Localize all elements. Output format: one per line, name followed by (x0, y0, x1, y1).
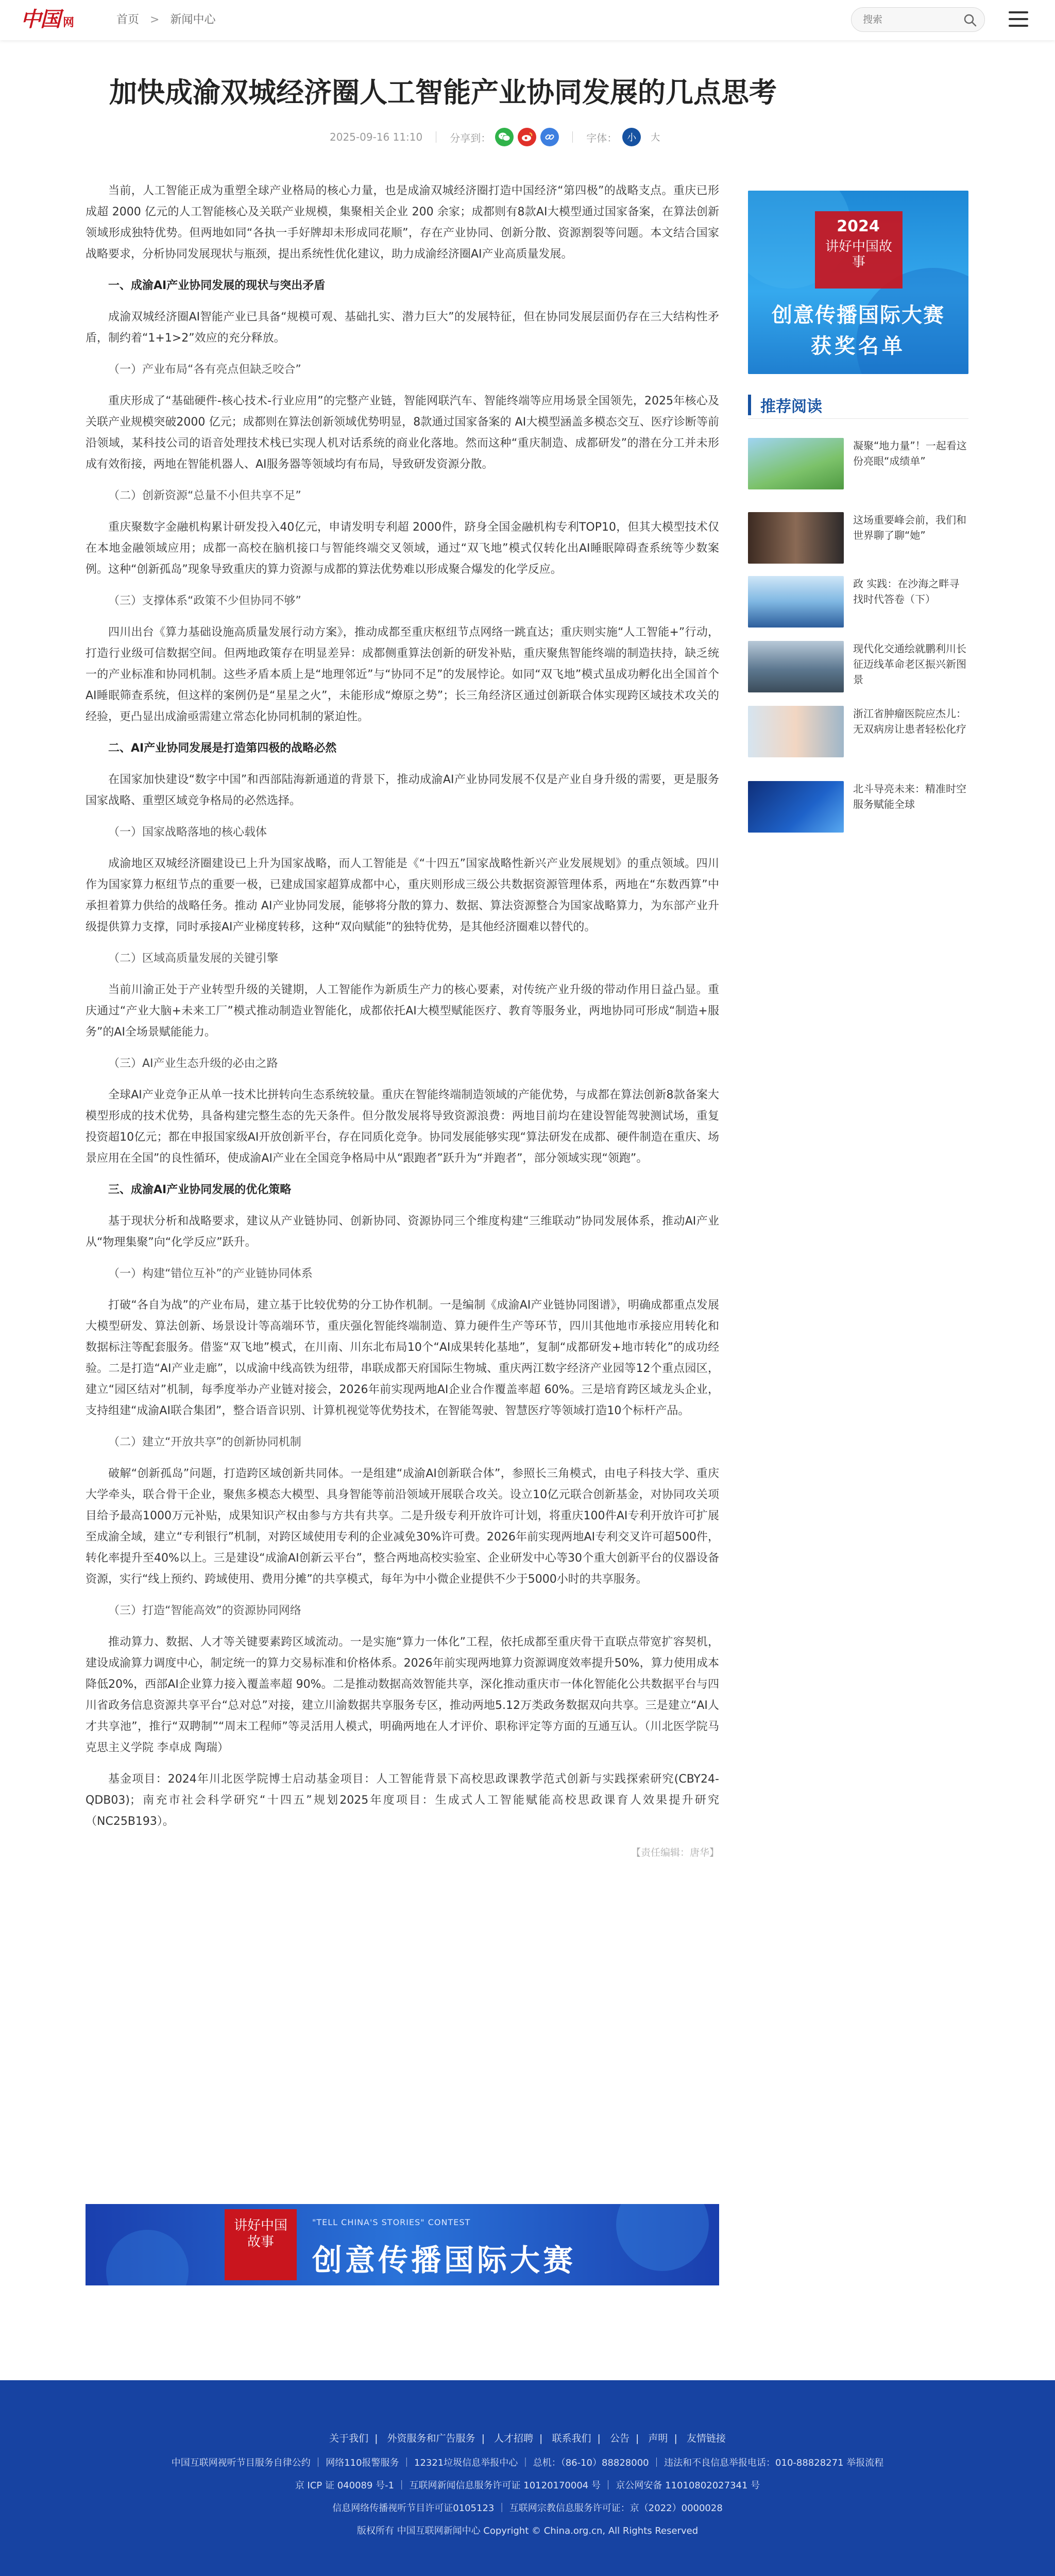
search-box (851, 7, 985, 32)
contest-banner[interactable] (86, 2204, 719, 2285)
recommend-item[interactable] (748, 576, 968, 628)
recommend-item[interactable] (748, 641, 968, 692)
breadcrumb (116, 12, 215, 28)
section-heading: 二、AI产业协同发展是打造第四极的战略必然 (108, 742, 337, 755)
footer-permit-row: 信息网络传播视听节目许可证0105123 ｜ 互联网宗教信息服务许可证：京（2022）0000028 (332, 2503, 723, 2514)
recommend-item-title: 政 实践：在沙海之畔寻找时代答卷（下） (853, 578, 960, 605)
recommend-divider (748, 418, 968, 419)
logo-sub: 网 (63, 16, 75, 29)
publish-date: 2025-09-16 11:10 (330, 131, 423, 143)
paragraph: 重庆形成了“基础硬件-核心技术-行业应用”的完整产业链，智能网联汽车、智能终端等应用场景全国领先，2025年核心及关联产业规模突破2000 亿元；成都则在算法创新领域优势明显，8款通过国家备案的 AI大模型涵盖多模态交互、医疗诊断等前沿领域，某科技公司的语音处理技术栈已实现人机对话系统的商业化落地。然而这种“重庆制造、成都研发”的潜在分工并未形成有效衔接，两地在智能机器人、AI服务器等领域均有布局，导致研发资源分散。 (86, 395, 719, 471)
weibo-icon[interactable] (518, 128, 536, 146)
paragraph: 推动算力、数据、人才等关键要素跨区域流动。一是实施“算力一体化”工程，依托成都至重庆骨干直联点带宽扩容契机，建设成渝算力调度中心，制定统一的算力交易标准和价格体系。2026年前实现两地算力资源调度效率提升50%，算力使用成本降低20%，西部AI企业算力接入覆盖率超 90%。二是推动数据高效智能共享，深化推动重庆市一体化智能化公共数据平台与四川省政务信息资源共享平台“总对总”对接，建立川渝数据共享服务专区，推动两地5.12万类政务数据双向共享。三是建立“AI人才共享池”，推行“双聘制”“周末工程师”等灵活用人模式，明确两地在人才评价、职称评定等方面的互通互认。（川北医学院马克思主义学院 李卓成 陶瑞） (86, 1636, 719, 1754)
paragraph: 在国家加快建设“数字中国”和西部陆海新通道的背景下，推动成渝AI产业协同发展不仅是产业自身升级的需要，更是服务国家战略、重塑区域竞争格局的必然选择。 (86, 773, 719, 807)
funding-note: 基金项目：2024年川北医学院博士启动基金项目：人工智能背景下高校思政课教学范式创新与实践探索研究(CBY24-QDB03)；南充市社会科学研究“十四五”规划2025年度项目：生成式人工智能赋能高校思政课育人效果提升研究（NC25B193）。 (86, 1773, 719, 1828)
font-small-button[interactable]: 小 (622, 128, 641, 146)
article-body (86, 180, 719, 1863)
breadcrumb-separator: > (150, 13, 160, 26)
paragraph: 成渝双城经济圈AI智能产业已具备“规模可观、基础扎实、潜力巨大”的发展特征，但在协同发展层面仍存在三大结构性矛盾，制约着“1+1>2”效应的充分释放。 (86, 311, 719, 345)
meta-divider (572, 131, 573, 143)
recommend-item-title: 这场重要峰会前，我们和世界聊了聊“她” (853, 514, 966, 541)
subsection-heading: （二）建立“开放共享”的创新协同机制 (108, 1436, 301, 1449)
footer-link[interactable]: 公告 (609, 2433, 629, 2444)
paragraph: 破解“创新孤岛”问题，打造跨区域创新共同体。一是组建“成渝AI创新联合体”，参照长三角模式，由电子科技大学、重庆大学牵头，联合骨干企业，聚焦多模态大模型、具身智能等前沿领域开展联合攻关。设立10亿元联合创新基金，对协同攻关项目给予最高1000万元补贴，成果知识产权由参与方共有共享。二是升级专利开放许可计划，将重庆100件AI专利开放许可扩展至成渝全域，建立“专利银行”机制，对跨区域使用专利的企业减免30%许可费。2026年前实现两地AI专利交叉许可超500件，转化率提升至40%以上。三是建设“成渝AI创新云平台”，整合两地高校实验室、企业研发中心等30个重大创新平台的仪器设备资源，实行“线上预约、跨域使用、费用分摊”的共享模式，每年为中小微企业提供不少于5000小时的共享服务。 (86, 1467, 719, 1586)
recommend-item-title: 浙江省肿瘤医院应杰儿：无双病房让患者轻松化疗 (853, 707, 966, 735)
banner-brand: 讲好中国故事 (233, 2218, 287, 2250)
banner-title: 创意传播国际大赛 (312, 2243, 576, 2278)
subsection-heading: （三）AI产业生态升级的必由之路 (108, 1057, 278, 1070)
site-footer (0, 2380, 1055, 2576)
recommend-item-title: 北斗导亮未来：精准时空服务赋能全球 (853, 783, 966, 810)
recommend-thumbnail (748, 438, 844, 489)
article-title: 加快成渝双城经济圈人工智能产业协同发展的几点思考 (109, 76, 777, 109)
recommend-thumbnail (748, 781, 844, 833)
recommend-item[interactable] (748, 512, 968, 564)
wechat-icon[interactable] (495, 128, 514, 146)
subsection-heading: （三）支撑体系“政策不少但协同不够” (108, 595, 301, 607)
link-icon[interactable] (540, 128, 559, 146)
subsection-heading: （二）创新资源“总量不小但共享不足” (108, 489, 301, 502)
footer-info-row: 中国互联网视听节目服务自律公约 ｜ 网络110报警服务 ｜ 12321垃圾信息举报中心 ｜ 总机：（86-10）88828000 ｜ 违法和不良信息举报电话：010-88828271 举报流程 (171, 2458, 884, 2468)
footer-link[interactable]: 联系我们 (552, 2433, 591, 2444)
recommend-thumbnail (748, 706, 844, 757)
recommend-thumbnail (748, 641, 844, 692)
footer-link[interactable]: 关于我们 (329, 2433, 369, 2444)
paragraph: 当前，人工智能正成为重塑全球产业格局的核心力量，也是成渝双城经济圈打造中国经济“第四极”的战略支点。重庆已形成超 2000 亿元的人工智能核心及关联产业规模，集聚相关企业 200 余家；成都则有8款AI大模型通过国家备案，在算法创新领域形成独特优势。但两地如同“各执一手好牌却未形成同花顺”，存在产业协同、创新分散、资源割裂等问题。本文结合国家战略要求，分析协同发展现状与瓶颈，提出系统性优化建议，助力成渝经济圈AI产业高质量发展。 (86, 184, 719, 261)
search-input[interactable] (862, 12, 955, 27)
responsible-editor: 【责任编辑：唐华】 (631, 1847, 719, 1858)
paragraph: 当前川渝正处于产业转型升级的关键期，人工智能作为新质生产力的核心要素，对传统产业升级的带动作用日益凸显。重庆通过“产业大脑+未来工厂”模式推动制造业智能化，成都依托AI大模型赋能医疗、教育等服务业，两地协同可形成“制造+服务”的AI全场景赋能能力。 (86, 984, 719, 1039)
recommend-thumbnail (748, 512, 844, 564)
subsection-heading: （三）打造“智能高效”的资源协同网络 (108, 1604, 301, 1617)
font-size-label: 字体： (586, 131, 618, 144)
paragraph: 打破“各自为战”的产业布局，建立基于比较优势的分工协作机制。一是编制《成渝AI产业链协同图谱》，明确成都重点发展大模型研发、算法创新、场景设计等高端环节，重庆强化智能终端制造、算力硬件生产等环节，四川其他地市承接应用转化和数据标注等配套服务。借鉴“双飞地”模式，在川南、川东北布局10个“AI成果转化基地”，复制“成都研发+地市转化”的成功经验。二是打造“AI产业走廊”，以成渝中线高铁为纽带，串联成都天府国际生物城、重庆两江数字经济产业园等12个重点园区，建立“园区结对”机制，每季度举办产业链对接会，2026年前实现两地AI企业合作覆盖率超 60%。三是培育跨区域龙头企业，支持组建“成渝AI联合集团”，整合语音识别、计算机视觉等优势技术，在智能驾驶、智慧医疗等领域打造10个标杆产品。 (86, 1299, 719, 1417)
recommend-thumbnail (748, 576, 844, 628)
paragraph: 重庆聚数字金融机构累计研发投入40亿元，申请发明专利超 2000件，跻身全国金融机构专利TOP10，但其大模型技术仅在本地金融领域应用；成都一高校在脑机接口与智能终端交叉领域，通过“双飞地”模式仅转化出AI睡眠障碍查系统等少数案例。这种“创新孤岛”现象导致重庆的算力资源与成都的算法优势难以形成聚合爆发的化学反应。 (86, 521, 719, 576)
subsection-heading: （一）国家战略落地的核心载体 (108, 826, 267, 839)
ad-brand: 讲好中国故事 (825, 239, 893, 270)
recommend-item-title: 凝聚“地力量”！一起看这份亮眼“成绩单” (853, 439, 967, 467)
breadcrumb-home[interactable]: 首页 (116, 13, 140, 26)
font-large-button[interactable]: 大 (651, 132, 660, 143)
contest-award-ad[interactable] (748, 191, 968, 374)
footer-license-row: 京 ICP 证 040089 号-1 ｜ 互联网新闻信息服务许可证 10120170004 号 ｜ 京公网安备 11010802027341 号 (295, 2480, 760, 2491)
ad-subtitle: 获奖名单 (811, 334, 906, 358)
footer-link[interactable]: 外资服务和广告服务 (387, 2433, 475, 2444)
recommend-item[interactable] (748, 706, 968, 757)
banner-english: "TELL CHINA'S STORIES" CONTEST (312, 2217, 471, 2227)
site-logo[interactable] (21, 7, 74, 32)
footer-links: 关于我们 | 外资服务和广告服务 | 人才招聘 | 联系我们 | 公告 | 声明 | 友情链接 (329, 2433, 726, 2444)
recommend-item-title: 现代化交通绘就鹏利川长征迈线革命老区振兴新图景 (853, 642, 966, 686)
paragraph: 基于现状分析和战略要求，建议从产业链协同、创新协同、资源协同三个维度构建“三维联动”协同发展体系，推动AI产业从“物理集聚”向“化学反应”跃升。 (86, 1215, 719, 1249)
paragraph: 全球AI产业竞争正从单一技术比拼转向生态系统较量。重庆在智能终端制造领域的产能优势，与成都在算法创新8款备案大模型形成的技术优势，具备构建完整生态的先天条件。但分散发展将导致资源浪费：两地目前均在建设智能驾驶测试场，重复投资超10亿元；都在申报国家级AI开放创新平台，存在同质化竞争。协同发展能够实现“算法研发在成都、硬件制造在重庆、场景应用在全国”的良性循环，使成渝AI产业在全国竞争格局中从“跟跑者”跃升为“并跑者”，部分领域实现“领跑”。 (86, 1089, 719, 1165)
section-heading: 一、成渝AI产业协同发展的现状与突出矛盾 (108, 279, 326, 292)
paragraph: 四川出台《算力基础设施高质量发展行动方案》，推动成都至重庆枢纽节点网络一跳直达；重庆则实施“人工智能+”行动，打造行业级可信数据空间。但两地政策存在明显差异：成都侧重算法创新的研发补贴，重庆聚焦智能终端的制造扶持，缺乏统一的产业标准和协同机制。这些矛盾本质上是“地理邻近”与“协同不足”的发展悖论。如同“双飞地”模式虽成功孵化出全国首个AI睡眠筛查系统，但这样的案例仍是“星星之火”，未能形成“燎原之势”；长三角经济区通过创新联合体实现跨区域技术攻关的经验，更凸显出成渝亟需建立常态化协同机制的紧迫性。 (86, 626, 719, 723)
ad-main-title: 创意传播国际大赛 (772, 303, 945, 327)
footer-link[interactable]: 声明 (648, 2433, 668, 2444)
top-navigation-bar (0, 0, 1055, 40)
subsection-heading: （二）区域高质量发展的关键引擎 (108, 952, 279, 965)
ad-year: 2024 (837, 217, 880, 235)
breadcrumb-news-center[interactable]: 新闻中心 (170, 13, 216, 26)
share-label: 分享到： (450, 131, 491, 144)
recommend-item[interactable] (748, 438, 968, 489)
footer-copyright: 版权所有 中国互联网新闻中心 Copyright © China.org.cn, All Rights Reserved (356, 2526, 699, 2536)
search-icon[interactable] (963, 13, 977, 27)
recommend-item[interactable] (748, 781, 968, 833)
section-heading: 三、成渝AI产业协同发展的优化策略 (108, 1183, 292, 1196)
recommend-heading: 推荐阅读 (748, 395, 822, 415)
article-meta (330, 126, 665, 148)
logo-main: 中国 (21, 7, 60, 31)
paragraph: 成渝地区双城经济圈建设已上升为国家战略，而人工智能是《“十四五”国家战略性新兴产业发展规划》的重点领域。四川作为国家算力枢纽节点的重要一极，已建成国家超算成都中心，重庆则形成三级公共数据资源管理体系，两地在“东数西算”中承担着算力供给的战略任务。推动 AI产业协同发展，能够将分散的算力、数据、算法资源整合为国家战略算力，为东部产业升级提供算力支撑，同时承接AI产业梯度转移，这种“双向赋能”的独特优势，是其他经济圈难以替代的。 (86, 857, 719, 934)
footer-link[interactable]: 友情链接 (686, 2433, 726, 2444)
footer-link[interactable]: 人才招聘 (494, 2433, 534, 2444)
menu-icon[interactable] (1007, 8, 1030, 30)
subsection-heading: （一）构建“错位互补”的产业链协同体系 (108, 1267, 313, 1280)
subsection-heading: （一）产业布局“各有亮点但缺乏咬合” (108, 363, 301, 376)
